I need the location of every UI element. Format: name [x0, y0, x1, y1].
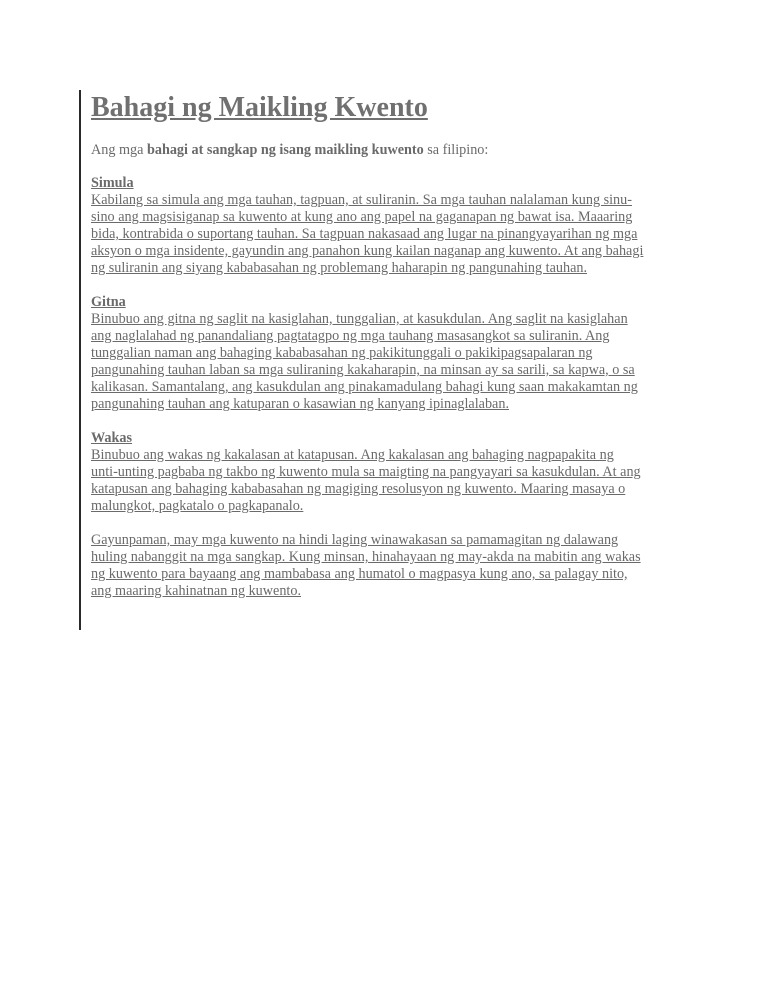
section-paragraph [91, 532, 683, 600]
paragraph-line: huling nabanggit na mga sangkap. Kung minsan, hinahayaan ng may-akda na mabitin ang wakas [91, 549, 641, 565]
paragraph-line: tunggalian naman ang bahaging kababasahan ng pakikitunggali o pakikipagsapalaran ng [91, 345, 593, 361]
section-paragraph [91, 311, 683, 413]
paragraph-line: ng kuwento para bayaang ang mambabasa ang humatol o magpasya kung ano, sa palagay nito, [91, 566, 628, 582]
section-wakas [91, 430, 683, 515]
section-gitna [91, 294, 683, 413]
paragraph-line: ang naglalahad ng panandaliang pagtatagpo ng mga tauhang masasangkot sa suliranin. Ang [91, 328, 610, 344]
page-title: Bahagi ng Maikling Kwento [91, 92, 428, 123]
section-heading: Wakas [91, 430, 133, 446]
paragraph-line: aksyon o mga insidente, gayundin ang panahon kung kailan naganap ang kuwento. At ang bahagi [91, 243, 644, 259]
intro-suffix: sa filipino: [423, 142, 489, 158]
paragraph-line: ang maaring kahinatnan ng kuwento. [91, 583, 301, 599]
section-simula [91, 175, 683, 277]
intro-bold-text: bahagi at sangkap ng isang maikling kuwento [146, 142, 424, 158]
paragraph-line: Kabilang sa simula ang mga tauhan, tagpuan, at suliranin. Sa mga tauhan nalalaman kung sinu- [91, 192, 632, 208]
paragraph-line: Binubuo ang gitna ng saglit na kasiglahan, tunggalian, at kasukdulan. Ang saglit na kasiglahan [91, 311, 628, 327]
paragraph-line: Gayunpaman, may mga kuwento na hindi laging winawakasan sa pamamagitan ng dalawang [91, 532, 619, 548]
paragraph-line: pangunahing tauhan ang katuparan o kasawian ng kanyang ipinaglalaban. [91, 396, 509, 412]
intro-paragraph [91, 142, 683, 159]
section-conclusion [91, 532, 683, 600]
intro-prefix: Ang mga [91, 142, 147, 158]
paragraph-line: pangunahing tauhan laban sa mga suliraning kakaharapin, na minsan ay sa sarili, sa kapwa, o sa [91, 362, 635, 378]
paragraph-line: ng suliranin ang siyang kababasahan ng problemang haharapin ng pangunahing tauhan. [91, 260, 588, 276]
section-heading: Gitna [91, 294, 126, 310]
paragraph-line: kalikasan. Samantalang, ang kasukdulan ang pinakamadulang bahagi kung saan makakamtan ng [91, 379, 638, 395]
document-content [91, 90, 683, 617]
paragraph-line: sino ang magsisiganap sa kuwento at kung ano ang papel na gaganapan ng bawat isa. Maaaring [91, 209, 633, 225]
section-paragraph [91, 447, 683, 515]
paragraph-line: unti-unting pagbaba ng takbo ng kuwento mula sa maigting na pangyayari sa kasukdulan. At ang [91, 464, 641, 480]
section-paragraph [91, 192, 683, 277]
margin-bar [79, 90, 81, 630]
paragraph-line: bida, kontrabida o suportang tauhan. Sa tagpuan nakasaad ang lugar na pinangyayarihan ng mga [91, 226, 638, 242]
section-heading: Simula [91, 175, 134, 191]
paragraph-line: Binubuo ang wakas ng kakalasan at katapusan. Ang kakalasan ang bahaging nagpapakita ng [91, 447, 614, 463]
paragraph-line: katapusan ang bahaging kababasahan ng magiging resolusyon ng kuwento. Maaring masaya o [91, 481, 626, 497]
paragraph-line: malungkot, pagkatalo o pagkapanalo. [91, 498, 304, 514]
